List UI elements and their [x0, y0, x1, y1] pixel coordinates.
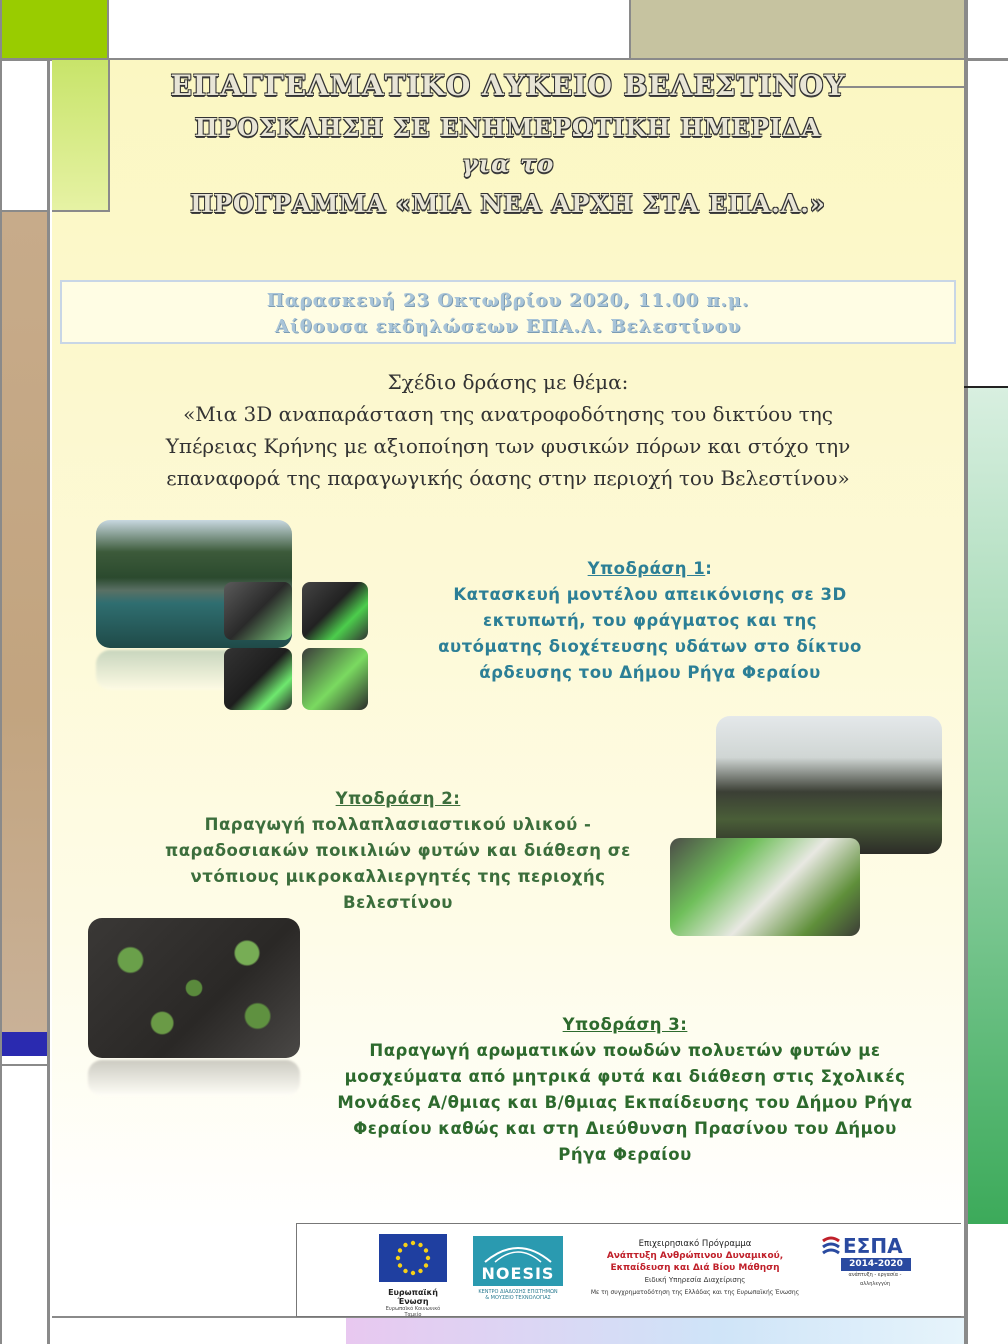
action-plan-line: επαναφορά της παραγωγικής όασης στην περιοχή του Βελεστίνου»	[166, 466, 850, 490]
espa-slogan: ανάπτυξη - εργασία - αλληλεγγύη	[848, 1272, 902, 1287]
op-line-1: Ανάπτυξη Ανθρώπινου Δυναμικού,	[606, 1251, 784, 1261]
sub-action-2-title: Υποδράση 2:	[335, 789, 461, 808]
tan-strip	[2, 212, 47, 1032]
noesis-logo	[473, 1236, 563, 1308]
noesis-arch-icon	[473, 1240, 563, 1264]
action-plan-intro: Σχέδιο δράσης με θέμα:	[387, 370, 629, 394]
green-strip	[968, 388, 1008, 1224]
khaki-block	[630, 0, 964, 58]
eu-flag-icon	[379, 1234, 447, 1282]
printer-photo-4	[302, 648, 368, 710]
op-title: Επιχειρησιακό Πρόγραμμα	[638, 1239, 752, 1249]
op-line-3: Ειδική Υπηρεσία Διαχείρισης	[644, 1276, 746, 1284]
greenhouse-photo	[716, 716, 942, 854]
green-strip-top-line	[964, 386, 1008, 388]
sub-action-1-line: αυτόματης διοχέτευσης υδάτων στο δίκτυο	[438, 637, 862, 656]
printer-photo-1	[224, 582, 292, 640]
sub-action-2-line: Παραγωγή πολλαπλασιαστικού υλικού -	[204, 815, 592, 834]
seedlings-photo	[670, 838, 860, 936]
action-plan	[52, 366, 964, 494]
potted-plants-reflection	[88, 1060, 300, 1096]
espa-top	[821, 1234, 913, 1258]
espa-logo	[821, 1234, 913, 1286]
sub-action-3-line: Μονάδες Α/θμιας και Β/θμιας Εκπαίδευσης του Δήμου Ρήγα	[337, 1093, 913, 1112]
sub-action-1-line: άρδευσης του Δήμου Ρήγα Φεραίου	[479, 663, 821, 682]
sub-action-1-line: εκτυπωτή, του φράγματος και της	[483, 611, 817, 630]
sub-action-1-colon: :	[705, 559, 713, 578]
sub-action-1-line: Κατασκευή μοντέλου απεικόνισης σε 3D	[453, 585, 847, 604]
noesis-sub-label-1: ΚΕΝΤΡΟ ΔΙΑΔΟΣΗΣ ΕΠΙΣΤΗΜΩΝ	[478, 1289, 558, 1295]
sub-action-3-line: Παραγωγή αρωματικών ποωδών πολυετών φυτών με	[369, 1041, 881, 1060]
noesis-sub-label-2: & ΜΟΥΣΕΙΟ ΤΕΧΝΟΛΟΓΙΑΣ	[485, 1295, 551, 1301]
invitation-title: ΠΡΟΣΚΛΗΣΗ ΣΕ ΕΝΗΜΕΡΩΤΙΚΗ ΗΜΕΡΙΔΑ	[194, 113, 822, 142]
noesis-badge	[473, 1236, 563, 1286]
sub-action-1-title	[400, 556, 900, 582]
sub-action-1-title-text: Υποδράση 1	[587, 559, 706, 578]
school-name: ΕΠΑΓΓΕΛΜΑΤΙΚΟ ΛΥΚΕΙΟ ΒΕΛΕΣΤΙΝΟΥ	[170, 69, 846, 102]
espa-label: ΕΣΠΑ	[843, 1234, 903, 1258]
sub-action-2-line: Βελεστίνου	[343, 893, 453, 912]
sponsor-logos	[296, 1223, 961, 1317]
espa-swoosh-icon	[821, 1235, 841, 1257]
frame-left-h2	[0, 1064, 50, 1066]
action-plan-line: Υπέρειας Κρήνης με αξιοποίηση των φυσικών πόρων και στόχο την	[165, 434, 851, 458]
potted-plants-photo	[88, 918, 300, 1058]
event-date-time: Παρασκευή 23 Οκτωβρίου 2020, 11.00 π.μ.	[266, 290, 750, 311]
sub-action-3-title: Υποδράση 3:	[562, 1015, 688, 1034]
sub-action-2-line: παραδοσιακών ποικιλιών φυτών και διάθεση σε	[165, 841, 631, 860]
frame-left-h1	[0, 210, 50, 212]
sub-action-1	[400, 556, 900, 686]
frame-line-630	[629, 0, 631, 60]
sub-action-3-line: Φεραίου καθώς και στη Διεύθυνση Πρασίνου του Δήμου	[353, 1119, 897, 1138]
espa-years: 2014-2020	[841, 1258, 911, 1271]
program-title: ΠΡΟΓΡΑΜΜΑ «ΜΙΑ ΝΕΑ ΑΡΧΗ ΣΤΑ ΕΠΑ.Λ.»	[190, 189, 826, 218]
sub-action-3-line: μοσχεύματα από μητρικά φυτά και διάθεση στις Σχολικές	[344, 1067, 906, 1086]
noesis-label: NOESIS	[481, 1264, 555, 1283]
sub-action-2-line: ντόπιους μικροκαλλιεργητές της περιοχής	[190, 867, 606, 886]
op-line-2: Εκπαίδευση και Διά Βίου Μάθηση	[610, 1263, 780, 1273]
sub-action-3-line: Ρήγα Φεραίου	[558, 1145, 692, 1164]
eu-label: Ευρωπαϊκή Ένωση	[388, 1288, 438, 1306]
op-programme-logo	[575, 1238, 815, 1310]
action-plan-line: «Μια 3D αναπαράσταση της ανατροφοδότησης του δικτύου της	[183, 402, 833, 426]
event-box	[60, 280, 956, 344]
sub-action-2	[140, 786, 656, 916]
bottom-gradient-bar	[346, 1318, 964, 1344]
eu-sub-label: Ευρωπαϊκό Κοινωνικό Ταμείο	[385, 1306, 441, 1318]
lime-block	[0, 0, 108, 58]
sub-action-3	[300, 1012, 950, 1168]
op-line-4: Με τη συγχρηματοδότηση της Ελλάδας και της Ευρωπαϊκής Ένωσης	[590, 1289, 800, 1296]
frame-left-inner-line	[47, 60, 50, 1344]
printer-photo-2	[302, 582, 368, 640]
eu-logo	[379, 1234, 447, 1318]
event-venue: Αίθουσα εκδηλώσεων ΕΠΑ.Λ. Βελεστίνου	[274, 316, 742, 337]
navy-strip	[2, 1032, 47, 1056]
for-the-label: για το	[461, 149, 555, 178]
printer-photo-3	[224, 648, 292, 710]
